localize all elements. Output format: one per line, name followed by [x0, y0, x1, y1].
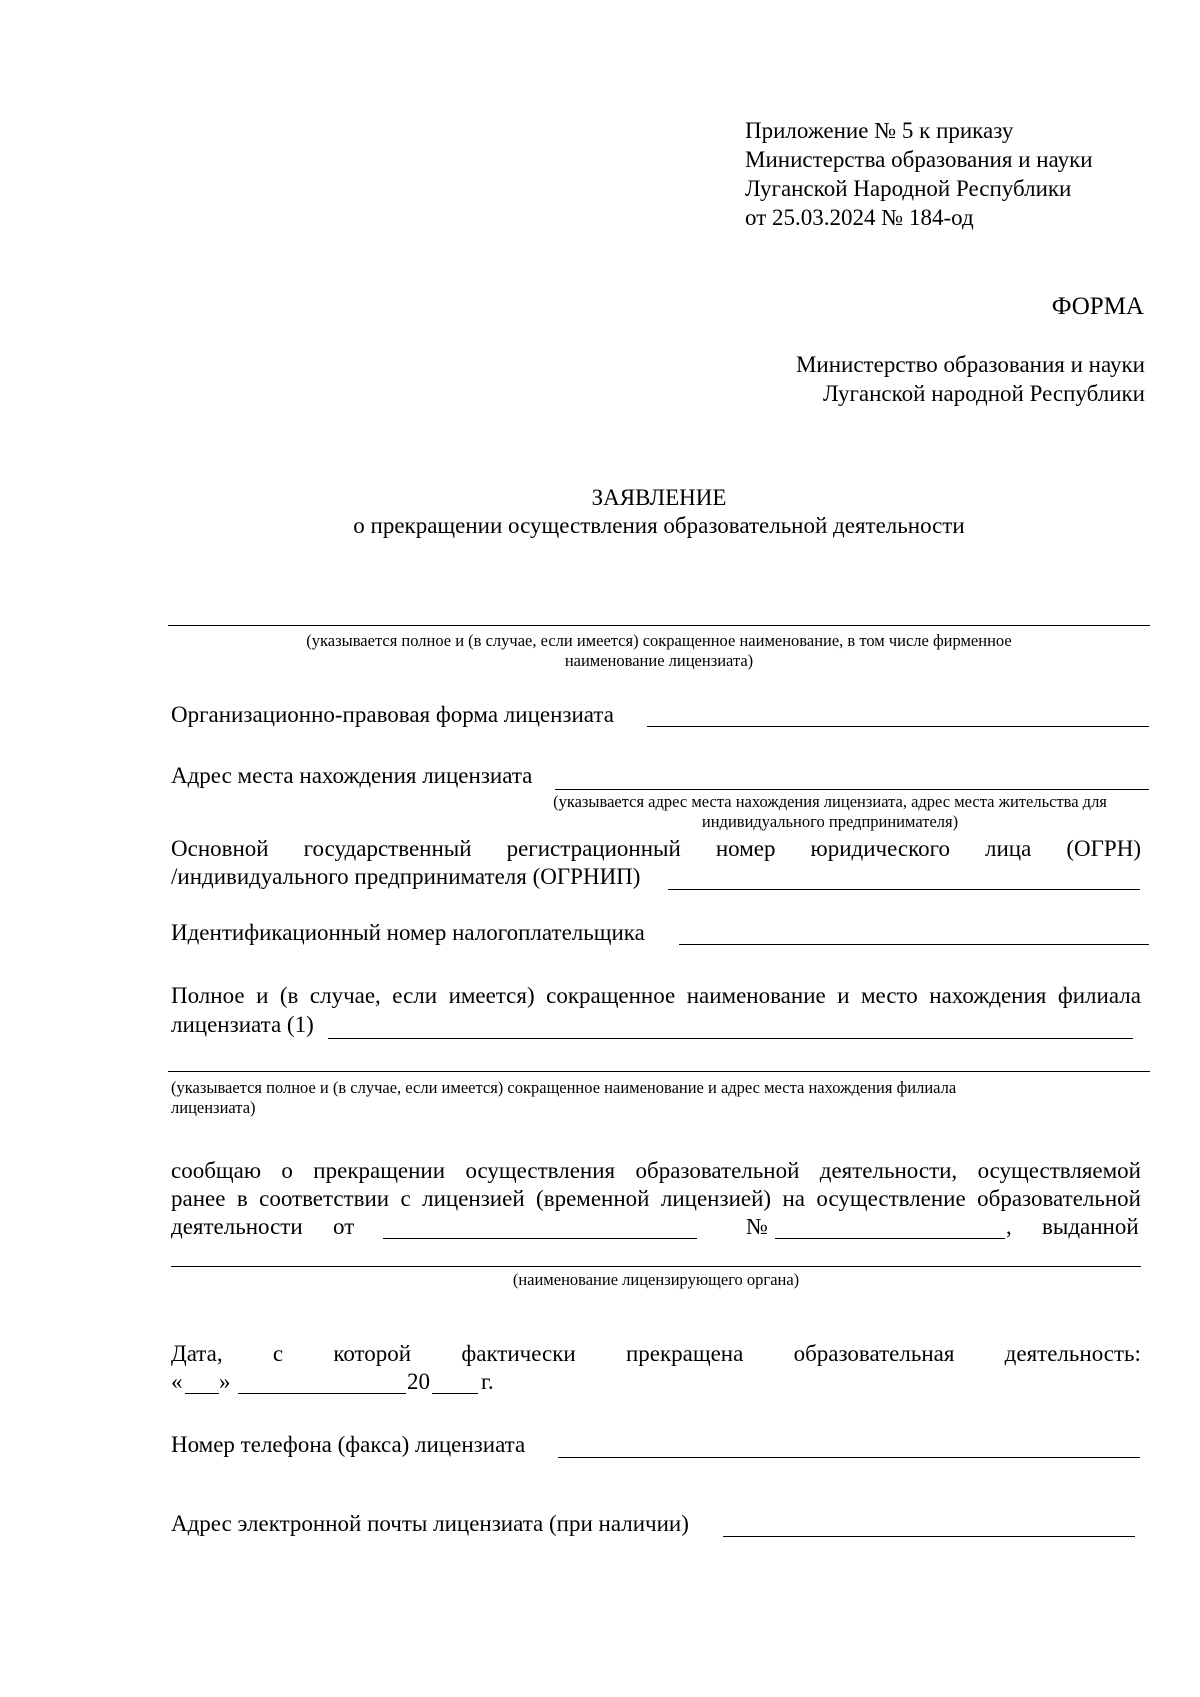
word: (в — [279, 983, 299, 1008]
phone-label: Номер телефона (факса) лицензиата — [171, 1432, 526, 1457]
branch-hint — [171, 1078, 956, 1118]
word: Основной — [171, 836, 269, 861]
word: которой — [333, 1341, 412, 1366]
word: образовательная — [793, 1341, 955, 1366]
appendix-line: Луганской Народной Республики — [745, 176, 1072, 201]
number-sign: № — [746, 1214, 768, 1239]
hint-line: (указывается полное и (в случае, если имеется) сокращенное наименование, в том числе фирменное — [306, 631, 1012, 650]
word: сообщаю — [171, 1158, 262, 1183]
authority-hint: (наименование лицензирующего органа) — [512, 1270, 800, 1289]
licensee-name-line[interactable] — [168, 625, 1150, 626]
year-field[interactable] — [432, 1393, 478, 1394]
ogrn-label: /индивидуального предпринимателя (ОГРНИП) — [171, 864, 641, 889]
month-field[interactable] — [238, 1393, 406, 1394]
word: филиала — [1057, 983, 1141, 1008]
branch-field-continued[interactable] — [168, 1071, 1150, 1072]
word: и — [256, 983, 269, 1008]
word: регистрационный — [506, 836, 681, 861]
word: номер — [715, 836, 776, 861]
word: имеется) — [448, 983, 535, 1008]
address-label: Адрес места нахождения лицензиата — [171, 763, 533, 788]
hint-line: наименование лицензиата) — [564, 651, 754, 670]
ogrn-field[interactable] — [668, 889, 1140, 890]
word: государственный — [303, 836, 472, 861]
hint-line: (указывается полное и (в случае, если имеется) сокращенное наименование и адрес места нахождения филиала — [171, 1078, 957, 1097]
appendix-block — [745, 116, 1093, 232]
appendix-line: Министерства образования и науки — [745, 147, 1093, 172]
word: с — [272, 1341, 284, 1366]
close-quote: » — [219, 1369, 231, 1394]
statement-from: от — [333, 1214, 355, 1239]
word: место — [861, 983, 918, 1008]
hint-line: лицензиата) — [171, 1098, 256, 1117]
inn-label: Идентификационный номер налогоплательщика — [171, 920, 645, 945]
statement-line2: ранее в соответствии с лицензией (временной лицензией) на осуществление образовательной — [171, 1186, 1141, 1211]
ogrn-line1 — [171, 834, 1141, 863]
addressee-block — [796, 350, 1145, 408]
century: 20 — [407, 1369, 430, 1394]
word: Полное — [171, 983, 245, 1008]
org-form-label: Организационно-правовая форма лицензиата — [171, 702, 614, 727]
word: (ОГРН) — [1066, 836, 1141, 861]
email-label: Адрес электронной почты лицензиата (при наличии) — [171, 1511, 689, 1536]
appendix-line: от 25.03.2024 № 184-од — [745, 205, 974, 230]
hint-line: (указывается адрес места нахождения лицензиата, адрес места жительства для — [553, 792, 1107, 811]
word: лица — [985, 836, 1032, 861]
license-number-field[interactable] — [775, 1238, 1005, 1239]
word: сокращенное — [546, 983, 676, 1008]
statement-issued: выданной — [1042, 1214, 1139, 1239]
phone-field[interactable] — [558, 1457, 1140, 1458]
licensee-name-hint — [168, 631, 1150, 671]
word: если — [392, 983, 438, 1008]
email-field[interactable] — [723, 1536, 1135, 1537]
date-line1 — [171, 1339, 1141, 1368]
branch-field[interactable] — [328, 1038, 1133, 1039]
licensing-authority-field[interactable] — [171, 1266, 1141, 1267]
addressee-line: Министерство образования и науки — [795, 352, 1145, 377]
open-quote: « — [171, 1369, 183, 1394]
appendix-line: Приложение № 5 к приказу — [745, 118, 1014, 143]
word: наименование — [686, 983, 826, 1008]
word: Дата, — [171, 1341, 223, 1366]
day-field[interactable] — [185, 1393, 219, 1394]
branch-line1 — [171, 981, 1141, 1010]
branch-label: лицензиата (1) — [171, 1012, 314, 1037]
inn-field[interactable] — [679, 944, 1149, 945]
word: фактически — [461, 1341, 576, 1366]
word: осуществления — [465, 1158, 616, 1183]
address-hint — [510, 792, 1150, 832]
word: деятельности, — [819, 1158, 958, 1183]
address-field[interactable] — [555, 789, 1149, 790]
document-title: ЗАЯВЛЕНИЕ — [591, 485, 727, 510]
org-form-field[interactable] — [647, 726, 1149, 727]
hint-line: индивидуального предпринимателя) — [701, 812, 959, 831]
word: прекращена — [625, 1341, 744, 1366]
addressee-line: Луганской народной Республики — [822, 381, 1145, 406]
word: о — [281, 1158, 293, 1183]
document-subtitle: о прекращении осуществления образовательной деятельности — [353, 513, 965, 538]
year-suffix: г. — [481, 1369, 494, 1394]
license-date-field[interactable] — [383, 1238, 697, 1239]
word: деятельность: — [1004, 1341, 1141, 1366]
statement-line1 — [171, 1156, 1141, 1185]
word: осуществляемой — [977, 1158, 1141, 1183]
word: случае, — [309, 983, 381, 1008]
form-label: ФОРМА — [1051, 293, 1144, 320]
word: юридического — [810, 836, 950, 861]
word: образовательной — [635, 1158, 800, 1183]
word: прекращении — [313, 1158, 446, 1183]
statement-word: деятельности — [171, 1214, 303, 1239]
comma: , — [1006, 1214, 1012, 1239]
word: нахождения — [929, 983, 1047, 1008]
word: и — [837, 983, 850, 1008]
